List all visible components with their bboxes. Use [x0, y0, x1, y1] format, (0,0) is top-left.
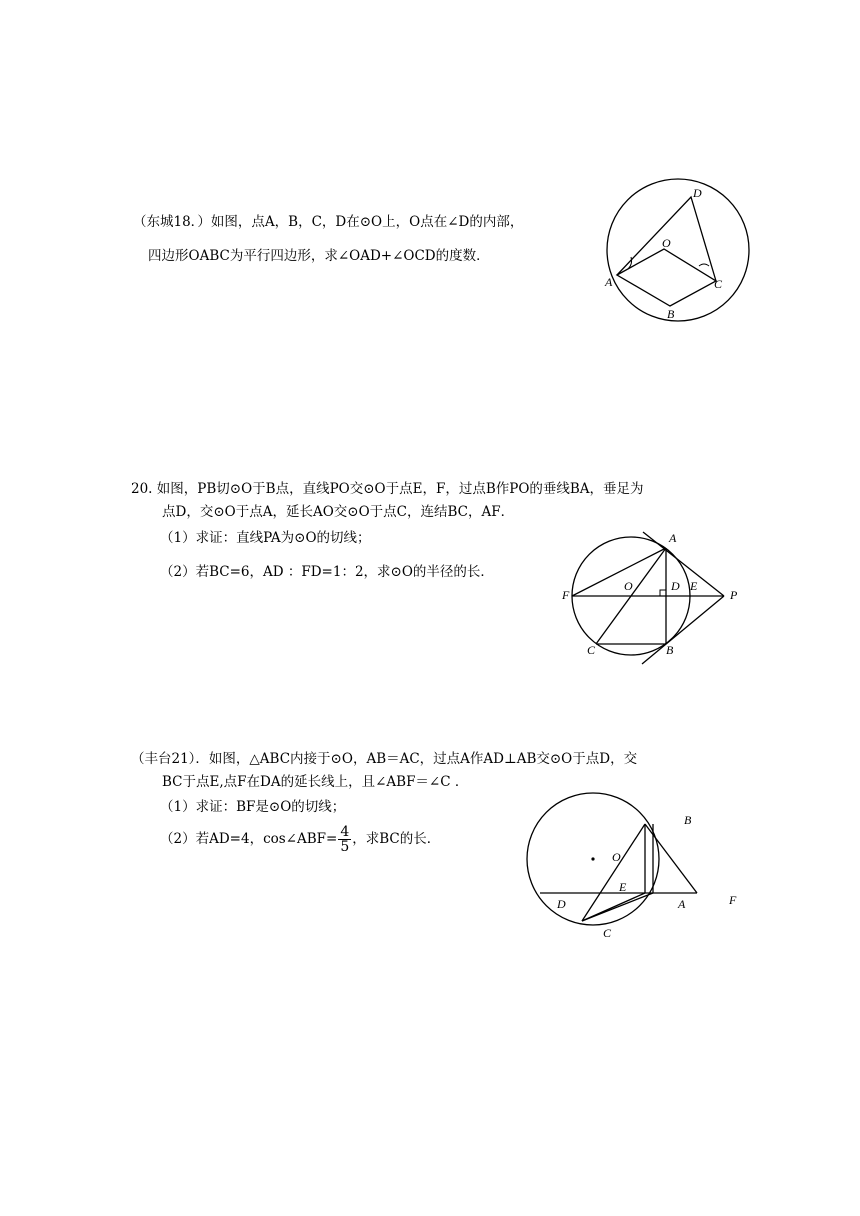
- p2-label-D: D: [671, 579, 680, 593]
- p2-label-O: O: [624, 579, 633, 593]
- p3-label-D: D: [557, 897, 566, 911]
- p3-label-A: A: [678, 897, 686, 911]
- p3-label-B: B: [684, 813, 692, 827]
- problem3-part2-pre: （2）若AD=4，cos∠ABF=: [160, 831, 338, 847]
- p1-label-B: B: [667, 307, 675, 321]
- fraction-denominator: 5: [340, 839, 350, 855]
- p1-label-A: A: [605, 275, 613, 289]
- p2-label-B: B: [666, 643, 674, 657]
- p3-label-F: F: [729, 893, 737, 907]
- problem3-part1: （1）求证：BF是⊙O的切线；: [160, 799, 346, 815]
- p3-label-E: E: [619, 880, 627, 894]
- p3-label-C: C: [603, 926, 612, 940]
- p1-label-D: D: [693, 186, 702, 200]
- problem3-part2-post: ，求BC的长．: [352, 831, 441, 847]
- p1-label-O: O: [662, 236, 671, 250]
- p2-label-P: P: [730, 588, 738, 602]
- problem1-line2: 四边形OABC为平行四边形，求∠OAD+∠OCD的度数．: [148, 248, 490, 264]
- problem3-line2: BC于点E,点F在DA的延长线上，且∠ABF＝∠C ．: [162, 774, 469, 790]
- p2-label-F: F: [562, 588, 570, 602]
- p1-label-C: C: [714, 277, 723, 291]
- p3-label-O: O: [612, 850, 621, 864]
- problem2-part1: （1）求证：直线PA为⊙O的切线；: [160, 530, 371, 546]
- p2-label-A: A: [669, 531, 677, 545]
- p2-label-E: E: [690, 579, 698, 593]
- fraction-numerator: 4: [340, 824, 350, 840]
- problem2-line1: 20. 如图，PB切⊙O于B点，直线PO交⊙O于点E，F，过点B作PO的垂线BA，垂足为: [131, 481, 644, 497]
- problem3-line1: （丰台21）．如图，△ABC内接于⊙O，AB＝AC，过点A作AD⊥AB交⊙O于点D，交: [131, 751, 638, 767]
- problem2-line2: 点D，交⊙O于点A，延长AO交⊙O于点C，连结BC，AF．: [162, 504, 515, 520]
- p2-label-C: C: [587, 643, 596, 657]
- problem1-line1: （东城18．）如图，点A，B，C，D在⊙O上，O点在∠D的内部，: [133, 214, 524, 230]
- problem2-part2: （2）若BC=6，AD ：FD=1：2，求⊙O的半径的长．: [160, 564, 494, 580]
